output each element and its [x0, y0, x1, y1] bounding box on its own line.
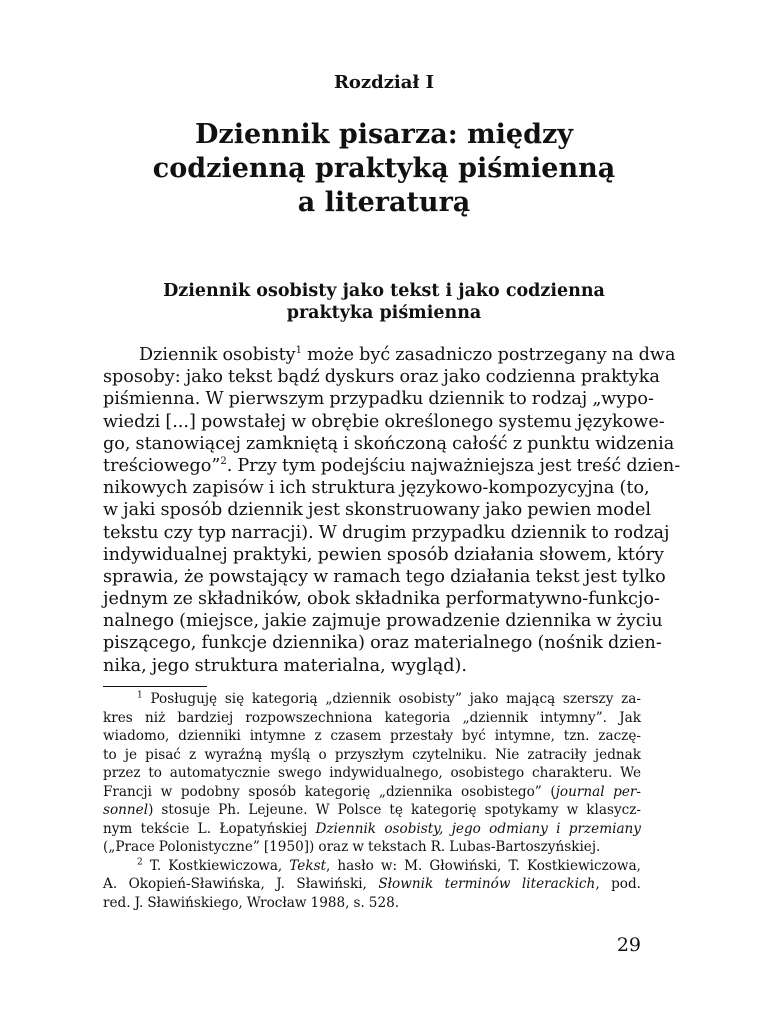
body-line: w jaki sposób dziennik jest skonstruowany jako pewien model	[103, 500, 652, 521]
italic-text: sonnel	[103, 802, 149, 818]
body-line: tekstu czy typ narracji). W drugim przypadku dziennik to rodzaj	[103, 522, 670, 543]
footnote-line: nym tekście L. Łopatyńskiej Dziennik osobisty, jego odmiany i przemiany	[103, 820, 641, 837]
italic-text: Tekst	[289, 857, 327, 874]
footnote-divider	[103, 686, 207, 687]
body-line: go, stanowiącej zamkniętą i skończoną całość z punktu widzenia	[103, 433, 675, 454]
footnote-line: $^1$ Posługuję się kategorią „dziennik osobisty” jako mającą szerszy za-	[137, 690, 641, 707]
section-heading-line: praktyka piśmienna	[286, 303, 482, 323]
footnote-line: A. Okopień-Sławińska, J. Sławiński, Słownik terminów literackich, pod.	[103, 876, 641, 892]
footnotes	[103, 690, 641, 912]
footnote-marker: 1	[137, 690, 143, 701]
footnote-marker: 2	[137, 856, 143, 867]
chapter-title-line: a literaturą	[297, 187, 471, 218]
section-heading	[100, 280, 668, 324]
footnote-line: przez to automatycznie swego indywidualnego, osobistego charakteru. We	[103, 765, 641, 781]
body-line: piszącego, funkcje dziennika) oraz materialnego (nośnik dzien-	[103, 633, 662, 654]
body-line: nika, jego struktura materialna, wygląd).	[103, 655, 467, 676]
footnote-line: wiadomo, dzienniki intymne z czasem przestały być intymne, tzn. zaczę-	[103, 728, 641, 744]
italic-text: Słownik terminów literackich	[378, 876, 596, 892]
section-heading-line: Dziennik osobisty jako tekst i jako codzienna	[163, 281, 605, 301]
page-number: 29	[616, 934, 641, 956]
body-line: sprawia, że powstający w ramach tego działania tekst jest tylko	[103, 566, 666, 587]
body-line: wiedzi [...] powstałej w obrębie określonego systemu językowe-	[103, 411, 665, 432]
chapter-heading: Rozdział I	[333, 72, 435, 93]
footnote-marker: 2	[220, 456, 227, 468]
chapter-title-line: codzienną praktyką piśmienną	[152, 153, 616, 184]
footnote-line: $^2$ T. Kostkiewiczowa, Tekst, hasło w: M. Głowiński, T. Kostkiewiczowa,	[137, 856, 641, 874]
body-line: indywidualnej praktyki, pewien sposób działania słowem, który	[103, 544, 664, 565]
body-line: jednym ze składników, obok składnika performatywno-funkcjo-	[103, 589, 660, 610]
body-line: nalnego (miejsce, jakie zajmuje prowadzenie dziennika w życiu	[103, 611, 663, 632]
body-line: Dziennik osobisty$^1$ może być zasadniczo postrzegany na dwa	[139, 345, 676, 365]
footnote-line: red. J. Sławińskiego, Wrocław 1988, s. 528.	[103, 894, 400, 911]
chapter-title	[100, 118, 668, 220]
chapter-title-line: Dziennik pisarza: między	[195, 119, 573, 150]
body-line: piśmienna. W pierwszym przypadku dziennik to rodzaj „wypo-	[103, 389, 654, 410]
italic-text: journal per-	[555, 783, 641, 800]
footnote-line: sonnel) stosuje Ph. Lejeune. W Polsce tę kategorię spotykamy w klasycz-	[103, 802, 641, 818]
footnote-line: kres niż bardziej rozpowszechniona kategoria „dziennik intymny”. Jak	[103, 709, 641, 726]
body-line: sposoby: jako tekst bądź dyskurs oraz jako codzienna praktyka	[103, 367, 660, 388]
italic-text: Dziennik osobisty, jego odmiany i przemiany	[315, 820, 641, 837]
footnote-line: Francji w podobny sposób kategorię „dziennika osobistego” (journal per-	[103, 783, 641, 800]
footnote-marker: 1	[295, 345, 302, 357]
body-line: nikowych zapisów i ich struktura językowo-kompozycyjna (to,	[103, 478, 650, 499]
body-text	[103, 344, 681, 677]
footnote-line: to je pisać z wyraźną myślą o przyszłym czytelniku. Nie zatraciły jednak	[103, 746, 641, 763]
body-line: treściowego”$^2$. Przy tym podejściu najważniejsza jest treść dzien-	[103, 455, 681, 476]
footnote-line: („Prace Polonistyczne” [1950]) oraz w tekstach R. Lubas-Bartoszyńskiej.	[103, 839, 601, 855]
